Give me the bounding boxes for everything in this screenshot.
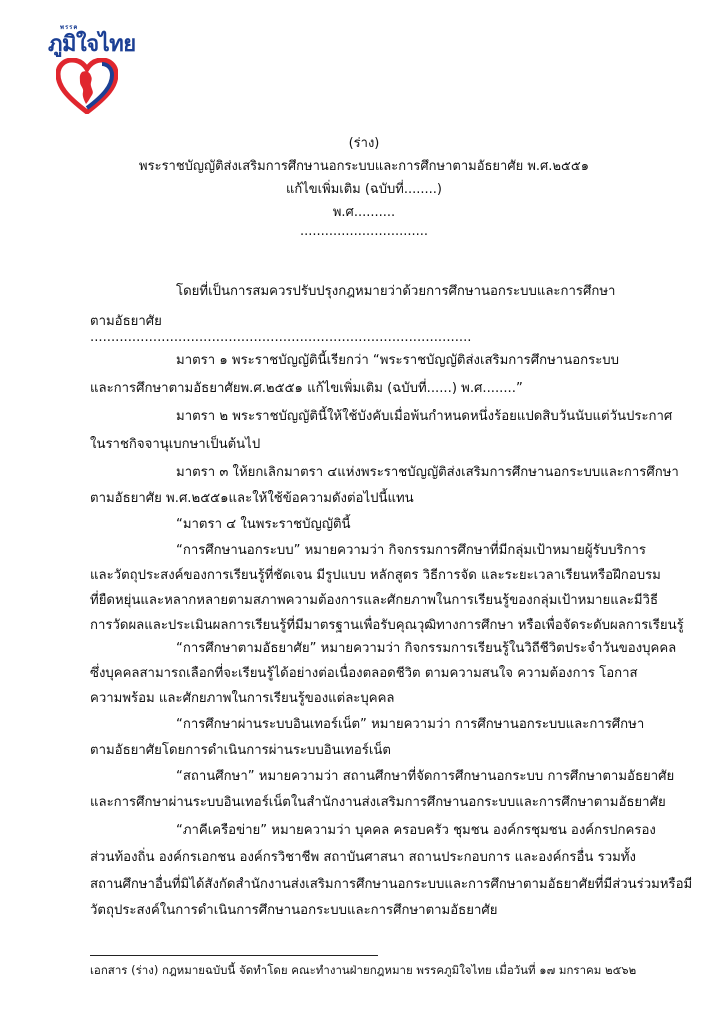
body-line: “การศึกษาตามอัธยาศัย” หมายความว่า กิจกรรมการเรียนรู้ในวิถีชีวิตประจำวันของบุคคล bbox=[176, 641, 677, 656]
body-line: การวัดผลและประเมินผลการเรียนรู้ที่มีมาตรฐานเพื่อรับคุณวุฒิทางการศึกษา หรือเพื่อจัดระดับผลการเรียนรู้ bbox=[90, 618, 684, 633]
body-line: “มาตรา ๔ ในพระราชบัญญัตินี้ bbox=[176, 517, 351, 532]
body-line: ซึ่งบุคคลสามารถเลือกที่จะเรียนรู้ได้อย่างต่อเนื่องตลอดชีวิต ตามความสนใจ ความต้องการ โอกาส bbox=[90, 666, 638, 681]
logo-text: ภูมิใจไทย bbox=[48, 32, 136, 57]
document-title: พระราชบัญญัติส่งเสริมการศึกษานอกระบบและการศึกษาตามอัธยาศัย พ.ศ.๒๕๕๑ bbox=[139, 159, 589, 174]
body-line: มาตรา ๒ พระราชบัญญัตินี้ให้ใช้บังคับเมื่อพ้นกำหนดหนึ่งร้อยแปดสิบวันนับแต่วันประกาศ bbox=[176, 409, 673, 424]
body-line: ในราชกิจจานุเบกษาเป็นต้นไป bbox=[90, 437, 261, 452]
heart-map-icon bbox=[56, 58, 118, 114]
body-line: และวัตถุประสงค์ของการเรียนรู้ที่ชัดเจน มีรูปแบบ หลักสูตร วิธีการจัด และระยะเวลาเรียนหรือฝึกอบรม bbox=[90, 568, 661, 583]
body-line: ตามอัธยาศัย bbox=[90, 314, 162, 329]
body-line: มาตรา ๑ พระราชบัญญัตินี้เรียกว่า “พระราชบัญญัติส่งเสริมการศึกษานอกระบบ bbox=[176, 353, 620, 368]
body-line: “ภาคีเครือข่าย” หมายความว่า บุคคล ครอบครัว ชุมชน องค์กรชุมชน องค์กรปกครอง bbox=[176, 823, 656, 838]
body-line: ตามอัธยาศัยโดยการดำเนินการผ่านระบบอินเทอร์เน็ต bbox=[90, 743, 391, 758]
body-line: ........................................................................................... bbox=[90, 330, 472, 345]
body-line: “สถานศึกษา” หมายความว่า สถานศึกษาที่จัดการศึกษานอกระบบ การศึกษาตามอัธยาศัย bbox=[176, 769, 675, 784]
body-line: ที่ยืดหยุ่นและหลากหลายตามสภาพความต้องการและศักยภาพในการเรียนรู้ของกลุ่มเป้าหมายและมีวิธี bbox=[90, 593, 659, 608]
body-line: “การศึกษาผ่านระบบอินเทอร์เน็ต” หมายความว่า การศึกษานอกระบบและการศึกษา bbox=[176, 717, 645, 732]
footnote-divider bbox=[90, 955, 378, 956]
body-line: วัตถุประสงค์ในการดำเนินการศึกษานอกระบบและการศึกษาตามอัธยาศัย bbox=[90, 903, 498, 918]
draft-label: (ร่าง) bbox=[348, 136, 380, 151]
body-line: มาตรา ๓ ให้ยกเลิกมาตรา ๔แห่งพระราชบัญญัติส่งเสริมการศึกษานอกระบบและการศึกษา bbox=[176, 465, 679, 480]
body-line: “การศึกษานอกระบบ” หมายความว่า กิจกรรมการศึกษาที่มีกลุ่มเป้าหมายผู้รับบริการ bbox=[176, 543, 646, 558]
body-line: และการศึกษาผ่านระบบอินเทอร์เน็ตในสำนักงานส่งเสริมการศึกษานอกระบบและการศึกษาตามอัธยาศัย bbox=[90, 795, 666, 810]
body-line: โดยที่เป็นการสมควรปรับปรุงกฎหมายว่าด้วยการศึกษานอกระบบและการศึกษา bbox=[176, 284, 616, 299]
body-line: สถานศึกษาอื่นที่มิได้สังกัดสำนักงานส่งเสริมการศึกษานอกระบบและการศึกษาตามอัธยาศัยที่มีส่วนร่วมหรือมี bbox=[90, 877, 693, 892]
footnote: เอกสาร (ร่าง) กฎหมายฉบับนี้ จัดทำโดย คณะทำงานฝ่ายกฎหมาย พรรคภูมิใจไทย เมื่อวันที่ ๑๗ มกราคม ๒๕๖๒ bbox=[90, 963, 637, 977]
amendment-line: แก้ไขเพิ่มเติม (ฉบับที่........) bbox=[286, 182, 442, 197]
body-line: ส่วนท้องถิ่น องค์กรเอกชน องค์กรวิชาชีพ สถาบันศาสนา สถานประกอบการ และองค์กรอื่น รวมทั้ง bbox=[90, 850, 636, 865]
dotted-line: ............................... bbox=[299, 224, 429, 239]
body-line: และการศึกษาตามอัธยาศัยพ.ศ.๒๕๕๑ แก้ไขเพิ่มเติม (ฉบับที่......) พ.ศ........” bbox=[90, 381, 523, 396]
party-logo bbox=[44, 18, 134, 118]
logo-small-text: พรรค bbox=[60, 24, 79, 31]
year-line: พ.ศ.......... bbox=[332, 205, 396, 220]
body-line: ความพร้อม และศักยภาพในการเรียนรู้ของแต่ละบุคคล bbox=[90, 691, 395, 706]
body-line: ตามอัธยาศัย พ.ศ.๒๕๕๑และให้ใช้ข้อความดังต่อไปนี้แทน bbox=[90, 491, 414, 506]
